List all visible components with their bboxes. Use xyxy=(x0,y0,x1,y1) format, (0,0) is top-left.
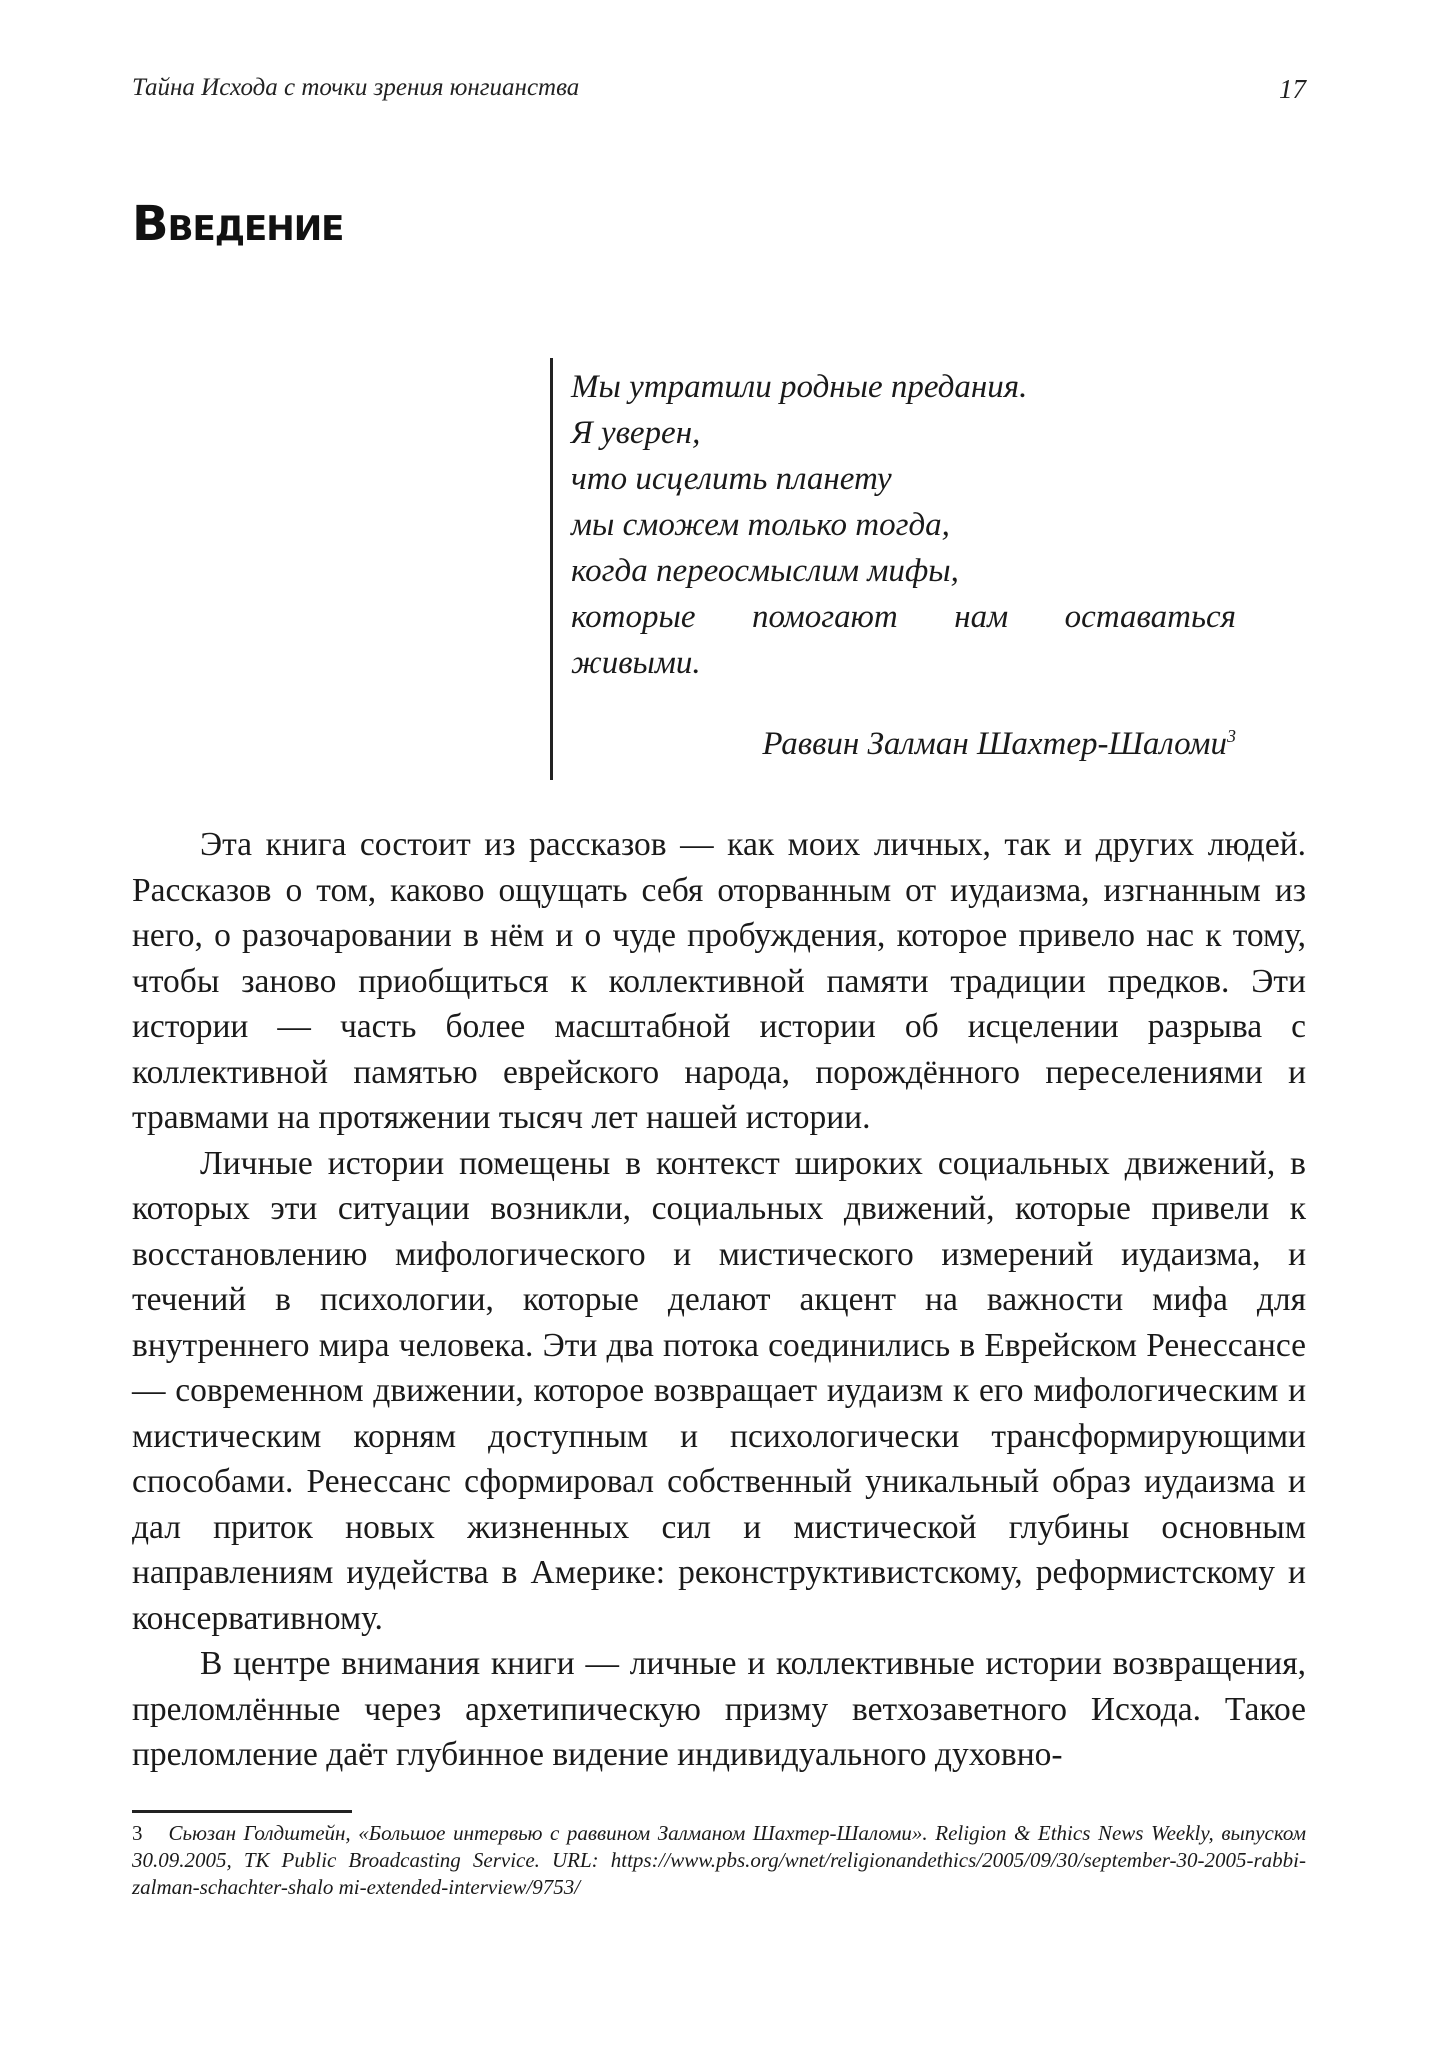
epigraph-text xyxy=(571,358,1236,686)
epigraph-line: Я уверен, xyxy=(571,415,701,451)
epigraph-line: которые помогают нам оставаться xyxy=(571,599,1236,635)
epigraph-line: что исцелить планету xyxy=(571,461,892,497)
footnote-reference: 3 xyxy=(1227,726,1236,746)
footnote-number: 3 xyxy=(132,1821,143,1845)
paragraph: Эта книга состоит из рассказов — как моих личных, так и других людей. Рассказов о том, каково ощущать себя оторванным от иудаизма, изгнанным из него, о разочаровании в нём и о чуде пробуждения, которое привело нас к тому, чтобы заново приобщиться к коллективной памяти традиции предков. Эти истории — часть более масштабной истории об исцелении разрыва с коллективной памятью еврейского народа, порождённого переселениями и травмами на протяжении тысяч лет нашей истории. xyxy=(132,826,1306,1136)
page-number: 17 xyxy=(1279,74,1306,104)
running-head-title: Тайна Исхода с точки зрения юнгианства xyxy=(132,74,580,101)
epigraph-author-name: Раввин Залман Шахтер-Шаломи xyxy=(762,726,1227,762)
footnote-text: Сьюзан Голдштейн, «Большое интервью с раввином Залманом Шахтер-Шаломи». Religion & Ethics News Weekly, выпуском 30.09.2005, ТК Public Broadcasting Service. URL: https://www.pbs.org/wnet/religionandethics/2005/09/30/september-30-2005-rabbi-zalman-schachter-shalo mi-extended-interview/9753/ xyxy=(132,1821,1306,1899)
footnote xyxy=(132,1820,1306,1901)
epigraph xyxy=(550,358,1236,780)
epigraph-author xyxy=(762,726,1236,763)
epigraph-line: мы сможем только тогда, xyxy=(571,507,950,543)
epigraph-line: живыми. xyxy=(571,645,701,681)
epigraph-line: когда переосмыслим мифы, xyxy=(571,553,959,589)
paragraph: Личные истории помещены в контекст широких социальных движений, в которых эти ситуации возникли, социальных движений, которые привели к восстановлению мифологического и мистического измерений иудаизма, и течений в психологии, которые делают акцент на важности мифа для внутреннего мира человека. Эти два потока соединились в Еврейском Ренессансе — современном движении, которое возвращает иудаизм к его мифологическим и мистическим корням доступным и психологически трансформирующими способами. Ренессанс сформировал собственный уникальный образ иудаизма и дал приток новых жизненных сил и мистической глубины основным направлениям иудейства в Америке: реконструктивистскому, реформистскому и консервативному. xyxy=(132,1144,1306,1637)
paragraph: В центре внимания книги — личные и коллективные истории возвращения, преломлённые через архетипическую призму ветхозаветного Исхода. Такое преломление даёт глубинное видение индивидуального духовно- xyxy=(132,1645,1306,1773)
epigraph-line: Мы утратили родные предания. xyxy=(571,369,1028,405)
main-text xyxy=(132,822,1306,1778)
footnote-divider xyxy=(132,1810,352,1813)
chapter-title: Введение xyxy=(132,196,344,252)
